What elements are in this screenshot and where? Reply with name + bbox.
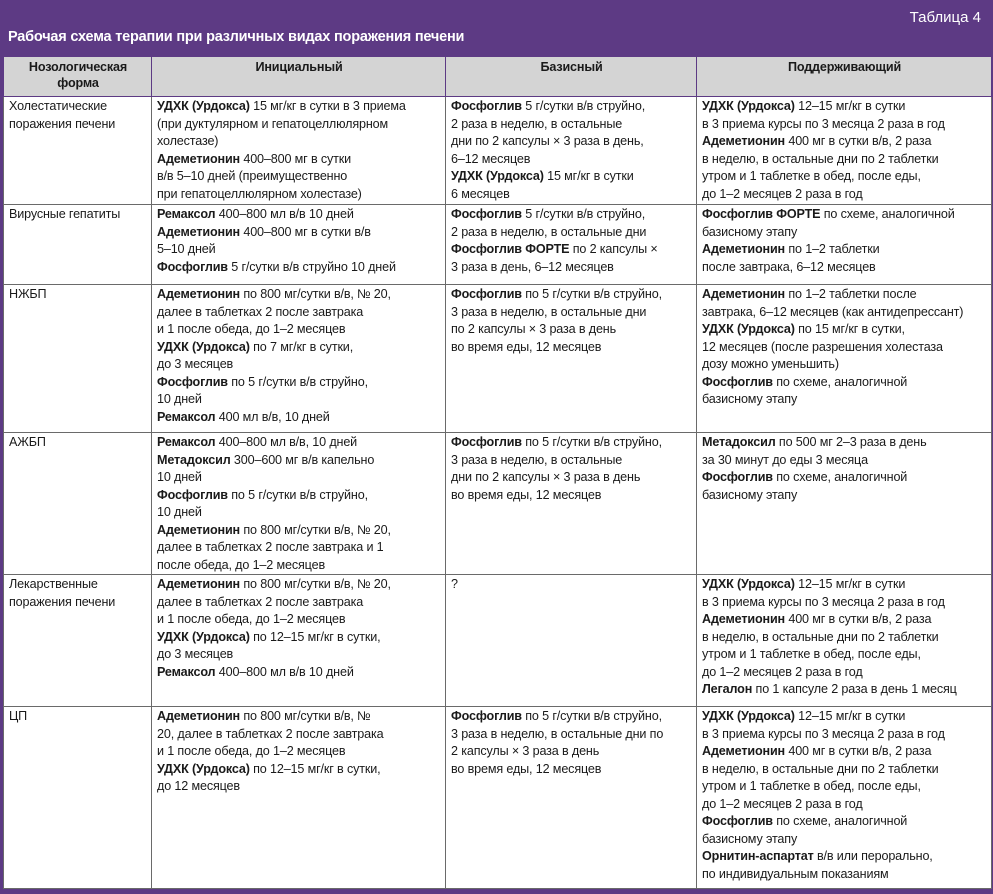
maintenance-line [702,286,987,304]
cell-maintenance [697,285,992,433]
table-row [4,575,992,707]
initial-line [157,133,441,151]
maintenance-line [702,813,987,831]
basic-line [451,726,692,744]
dosage-text: 12–15 мг/кг в сутки [794,709,906,723]
table-title: Рабочая схема терапии при различных видах поражения печени [8,29,465,45]
cell-basic [446,285,697,433]
cell-basic [446,575,697,707]
initial-line [157,576,441,594]
dosage-text: в/в или перорально, [813,849,933,863]
basic-line [451,259,692,277]
dosage-text: 3 раза в неделю, в остальные дни по [451,726,664,741]
dosage-text: 6 месяцев [451,186,510,201]
drug-name: Адеметионин [702,287,785,301]
maintenance-line [702,241,987,259]
dosage-text: 15 мг/кг в сутки [543,169,634,183]
drug-name: Легалон [702,682,753,696]
dosage-text: 400–800 мг в сутки [240,151,352,166]
dosage-text: 5 г/сутки в/в струйно 10 дней [227,259,396,274]
basic-line [451,708,692,726]
initial-line [157,594,441,612]
dosage-text: по 15 мг/кг в сутки, [794,322,905,336]
initial-line [157,469,441,487]
basic-line [451,168,692,186]
initial-line [157,522,441,540]
form-line: поражения печени [9,594,116,609]
dosage-text: по 7 мг/кг в сутки, [249,339,354,354]
maintenance-line [702,778,987,796]
initial-line [157,664,441,682]
initial-line [157,241,441,259]
basic-line [451,576,692,594]
initial-line [157,339,441,357]
dosage-text: завтрака, 6–12 месяцев (как антидепрессант) [702,304,964,319]
basic-line [451,186,692,204]
cell-form [4,433,152,575]
maintenance-line [702,321,987,339]
cell-maintenance [697,97,992,205]
drug-name: Адеметионин [157,709,240,723]
initial-line [157,452,441,470]
dosage-text: по 5 г/сутки в/в струйно, [521,435,662,449]
maintenance-line [702,576,987,594]
dosage-text: до 12 месяцев [157,779,240,793]
dosage-text: далее в таблетках 2 после завтрака [157,594,364,609]
cell-form [4,285,152,433]
dosage-text: в 3 приема курсы по 3 месяца 2 раза в год [702,594,945,609]
dosage-text: 10 дней [157,505,202,519]
drug-name: УДХК (Урдокса) [157,339,250,354]
dosage-text: в 3 приема курсы по 3 месяца 2 раза в год [702,726,945,741]
form-line: поражения печени [9,116,116,131]
drug-name: Фосфоглив ФОРТЕ [451,242,570,256]
cell-basic [446,205,697,285]
dosage-text: до 1–2 месяцев 2 раза в год [702,186,863,201]
drug-name: УДХК (Урдокса) [702,99,795,113]
column-header-initial: Инициальный [152,57,446,97]
cell-form [4,97,152,205]
initial-line [157,539,441,557]
maintenance-line [702,848,987,866]
maintenance-line [702,611,987,629]
initial-line [157,629,441,647]
drug-name: Адеметионин [157,287,240,301]
drug-name: Фосфоглив [702,470,773,484]
dosage-text: 400 мг в сутки в/в, 2 раза [785,134,932,148]
dosage-text: по 800 мг/сутки в/в, № [240,709,371,723]
dosage-text: в/в 5–10 дней (преимущественно [157,169,348,183]
basic-line [451,761,692,779]
drug-name: Фосфоглив [157,259,228,274]
cell-basic [446,433,697,575]
maintenance-line [702,681,987,699]
column-header-form [4,57,152,97]
basic-line [451,116,692,134]
basic-line [451,151,692,169]
basic-line [451,487,692,505]
maintenance-line [702,664,987,682]
drug-name: Фосфоглив [451,709,522,723]
form-line: ЦП [9,709,28,723]
dosage-text: 5 г/сутки в/в струйно, [521,99,646,113]
dosage-text: 10 дней [157,392,202,406]
initial-line [157,646,441,664]
initial-line [157,356,441,374]
maintenance-line [702,98,987,116]
cell-initial [152,575,446,707]
cell-form [4,707,152,889]
maintenance-line [702,116,987,134]
maintenance-line [702,594,987,612]
table-row [4,707,992,889]
dosage-text: во время еды, 12 месяцев [451,487,602,502]
basic-line [451,434,692,452]
maintenance-line [702,743,987,761]
basic-line [451,304,692,322]
initial-line [157,761,441,779]
dosage-text: 400–800 мл в/в, 10 дней [215,435,358,449]
dosage-text: 12–15 мг/кг в сутки [794,577,906,591]
drug-name: УДХК (Урдокса) [157,629,250,644]
maintenance-line [702,469,987,487]
initial-line [157,434,441,452]
drug-name: Адеметионин [702,242,785,256]
drug-name: Адеметионин [157,577,240,591]
dosage-text: 12 месяцев (после разрешения холестаза [702,339,943,354]
drug-name: УДХК (Урдокса) [451,169,544,183]
cell-maintenance [697,205,992,285]
dosage-text: базисному этапу [702,224,798,239]
basic-line [451,241,692,259]
drug-name: Адеметионин [702,744,785,758]
cell-basic [446,97,697,205]
initial-line [157,726,441,744]
dosage-text: в неделю, в остальные дни по 2 таблетки [702,761,939,776]
dosage-text: 400–800 мл в/в 10 дней [215,664,354,679]
dosage-text: по схеме, аналогичной [772,374,908,389]
maintenance-line [702,761,987,779]
table-row [4,97,992,205]
dosage-text: 10 дней [157,470,202,484]
drug-name: Адеметионин [702,612,785,626]
column-header-form-line1: Нозологическая [28,60,128,74]
drug-name: Фосфоглив [157,487,228,502]
drug-name: Метадоксил [702,435,776,449]
therapy-table [3,56,992,889]
drug-name: УДХК (Урдокса) [702,322,795,336]
dosage-text: 400 мл в/в, 10 дней [215,409,330,424]
initial-line [157,168,441,186]
drug-name: УДХК (Урдокса) [157,761,250,776]
cell-maintenance [697,433,992,575]
dosage-text: по 800 мг/сутки в/в, № 20, [240,522,391,537]
dosage-text: 400 мг в сутки в/в, 2 раза [785,612,932,626]
dosage-text: 15 мг/кг в сутки в 3 приема [249,99,406,113]
dosage-text: по 5 г/сутки в/в струйно, [227,487,368,502]
maintenance-line [702,796,987,814]
dosage-text: по 12–15 мг/кг в сутки, [249,761,381,776]
dosage-text: по 500 мг 2–3 раза в день [775,435,927,449]
column-header-basic: Базисный [446,57,697,97]
dosage-text: 400 мг в сутки в/в, 2 раза [785,744,932,758]
maintenance-line [702,831,987,849]
maintenance-line [702,224,987,242]
maintenance-line [702,452,987,470]
dosage-text: по индивидуальным показаниям [702,866,889,881]
drug-name: Метадоксил [157,452,231,467]
dosage-text: по 5 г/сутки в/в струйно, [521,287,662,301]
drug-name: Фосфоглив [451,287,522,301]
initial-line [157,259,441,277]
dosage-text: за 30 минут до еды 3 месяца [702,452,868,467]
drug-name: Фосфоглив [451,435,522,449]
dosage-text: 3 раза в неделю, в остальные дни [451,304,647,319]
table-row [4,433,992,575]
dosage-text: 400–800 мг в сутки в/в [240,224,371,239]
drug-name: УДХК (Урдокса) [702,709,795,723]
initial-line [157,487,441,505]
dosage-text: по 800 мг/сутки в/в, № 20, [240,287,391,301]
dosage-text: до 3 месяцев [157,357,234,371]
maintenance-line [702,708,987,726]
dosage-text: холестазе) [157,134,219,148]
maintenance-line [702,374,987,392]
cell-initial [152,707,446,889]
dosage-text: дни по 2 капсулы × 3 раза в день [451,470,641,484]
initial-line [157,151,441,169]
dosage-text: дозу можно уменьшить) [702,357,839,371]
initial-line [157,391,441,409]
dosage-text: по 1–2 таблетки [785,242,880,256]
basic-line [451,206,692,224]
drug-name: Фосфоглив [451,99,522,113]
drug-name: Фосфоглив [157,374,228,389]
initial-line [157,286,441,304]
initial-line [157,186,441,204]
dosage-text: до 3 месяцев [157,647,234,661]
drug-name: УДХК (Урдокса) [157,99,250,113]
drug-name: Орнитин-аспартат [702,849,814,863]
cell-basic [446,707,697,889]
dosage-text: 3 раза в неделю, в остальные [451,452,623,467]
dosage-text: и 1 после обеда, до 1–2 месяцев [157,322,346,336]
dosage-text: по 2 капсулы × [569,242,658,256]
maintenance-line [702,866,987,884]
dosage-text: 3 раза в день, 6–12 месяцев [451,259,614,274]
initial-line [157,743,441,761]
drug-name: Фосфоглив [702,814,773,828]
dosage-text: 2 капсулы × 3 раза в день [451,744,600,758]
initial-line [157,409,441,427]
drug-name: Адеметионин [157,151,240,166]
dosage-text: 12–15 мг/кг в сутки [794,99,906,113]
dosage-text: 5 г/сутки в/в струйно, [521,207,646,221]
initial-line [157,708,441,726]
dosage-text: после завтрака, 6–12 месяцев [702,259,876,274]
initial-line [157,224,441,242]
basic-line [451,133,692,151]
column-header-maintenance: Поддерживающий [697,57,992,97]
initial-line [157,557,441,575]
dosage-text: по 800 мг/сутки в/в, № 20, [240,577,391,591]
cell-initial [152,97,446,205]
maintenance-line [702,259,987,277]
dosage-text: дни по 2 капсулы × 3 раза в день, [451,134,644,148]
drug-name: Адеметионин [702,134,785,148]
maintenance-line [702,133,987,151]
form-line: Холестатические [9,99,107,113]
drug-name: Фосфоглив [451,207,522,221]
drug-name: Адеметионин [157,224,240,239]
dosage-text: по 1–2 таблетки после [785,287,917,301]
cell-initial [152,285,446,433]
table-row [4,285,992,433]
header-row [4,57,992,97]
maintenance-line [702,487,987,505]
cell-initial [152,433,446,575]
maintenance-line [702,646,987,664]
dosage-text: утром и 1 таблетке в обед, после еды, [702,779,921,793]
drug-name: Ремаксол [157,664,216,679]
drug-name: Фосфоглив ФОРТЕ [702,207,821,221]
dosage-text: по схеме, аналогичной [820,207,955,221]
dosage-text: ? [451,577,458,591]
drug-name: Адеметионин [157,522,240,537]
initial-line [157,778,441,796]
maintenance-line [702,339,987,357]
drug-name: Фосфоглив [702,374,773,389]
dosage-text: 6–12 месяцев [451,151,531,166]
dosage-text: в неделю, в остальные дни по 2 таблетки [702,629,939,644]
drug-name: Ремаксол [157,435,216,449]
dosage-text: 300–600 мг в/в капельно [230,452,375,467]
dosage-text: далее в таблетках 2 после завтрака [157,304,364,319]
basic-line [451,743,692,761]
maintenance-line [702,186,987,204]
table-body [4,97,992,889]
dosage-text: 2 раза в неделю, в остальные [451,116,623,131]
dosage-text: после обеда, до 1–2 месяцев [157,557,325,572]
dosage-text: при гепатоцеллюлярном холестазе) [157,186,362,201]
dosage-text: до 1–2 месяцев 2 раза в год [702,664,863,679]
dosage-text: базисному этапу [702,392,798,406]
form-line: НЖБП [9,287,47,301]
dosage-text: утром и 1 таблетке в обед, после еды, [702,647,921,661]
dosage-text: (при дуктулярном и гепатоцеллюлярном [157,116,389,131]
dosage-text: в 3 приема курсы по 3 месяца 2 раза в год [702,116,945,131]
cell-initial [152,205,446,285]
basic-line [451,321,692,339]
table-number-label: Таблица 4 [909,9,981,26]
cell-form [4,575,152,707]
initial-line [157,116,441,134]
cell-maintenance [697,575,992,707]
dosage-text: по 12–15 мг/кг в сутки, [249,629,381,644]
dosage-text: по 2 капсулы × 3 раза в день [451,322,617,336]
dosage-text: по 5 г/сутки в/в струйно, [521,709,662,723]
maintenance-line [702,356,987,374]
basic-line [451,286,692,304]
form-line: Вирусные гепатиты [9,207,121,221]
initial-line [157,504,441,522]
dosage-text: во время еды, 12 месяцев [451,761,602,776]
initial-line [157,611,441,629]
maintenance-line [702,434,987,452]
maintenance-line [702,206,987,224]
initial-line [157,98,441,116]
dosage-text: утром и 1 таблетке в обед, после еды, [702,169,921,183]
basic-line [451,339,692,357]
table-row [4,205,992,285]
dosage-text: по схеме, аналогичной [772,470,908,484]
column-header-form-line2: форма [57,76,99,90]
dosage-text: 2 раза в неделю, в остальные дни [451,224,647,239]
initial-line [157,304,441,322]
maintenance-line [702,629,987,647]
dosage-text: базисному этапу [702,487,798,502]
maintenance-line [702,168,987,186]
cell-maintenance [697,707,992,889]
maintenance-line [702,304,987,322]
maintenance-line [702,151,987,169]
dosage-text: и 1 после обеда, до 1–2 месяцев [157,612,346,626]
dosage-text: базисному этапу [702,831,798,846]
dosage-text: по 1 капсуле 2 раза в день 1 месяц [752,682,957,696]
initial-line [157,321,441,339]
dosage-text: 400–800 мл в/в 10 дней [215,207,354,221]
form-line: АЖБП [9,435,46,449]
maintenance-line [702,726,987,744]
initial-line [157,374,441,392]
initial-line [157,206,441,224]
basic-line [451,98,692,116]
dosage-text: в неделю, в остальные дни по 2 таблетки [702,151,939,166]
drug-name: Ремаксол [157,207,216,221]
dosage-text: и 1 после обеда, до 1–2 месяцев [157,744,346,758]
dosage-text: по 5 г/сутки в/в струйно, [227,374,368,389]
drug-name: Ремаксол [157,409,216,424]
form-line: Лекарственные [9,577,98,591]
dosage-text: 5–10 дней [157,242,216,256]
maintenance-line [702,391,987,409]
dosage-text: по схеме, аналогичной [772,814,908,828]
drug-name: УДХК (Урдокса) [702,577,795,591]
basic-line [451,469,692,487]
dosage-text: во время еды, 12 месяцев [451,339,602,354]
dosage-text: до 1–2 месяцев 2 раза в год [702,796,863,811]
dosage-text: далее в таблетках 2 после завтрака и 1 [157,540,384,554]
cell-form [4,205,152,285]
basic-line [451,224,692,242]
basic-line [451,452,692,470]
dosage-text: 20, далее в таблетках 2 после завтрака [157,726,384,741]
